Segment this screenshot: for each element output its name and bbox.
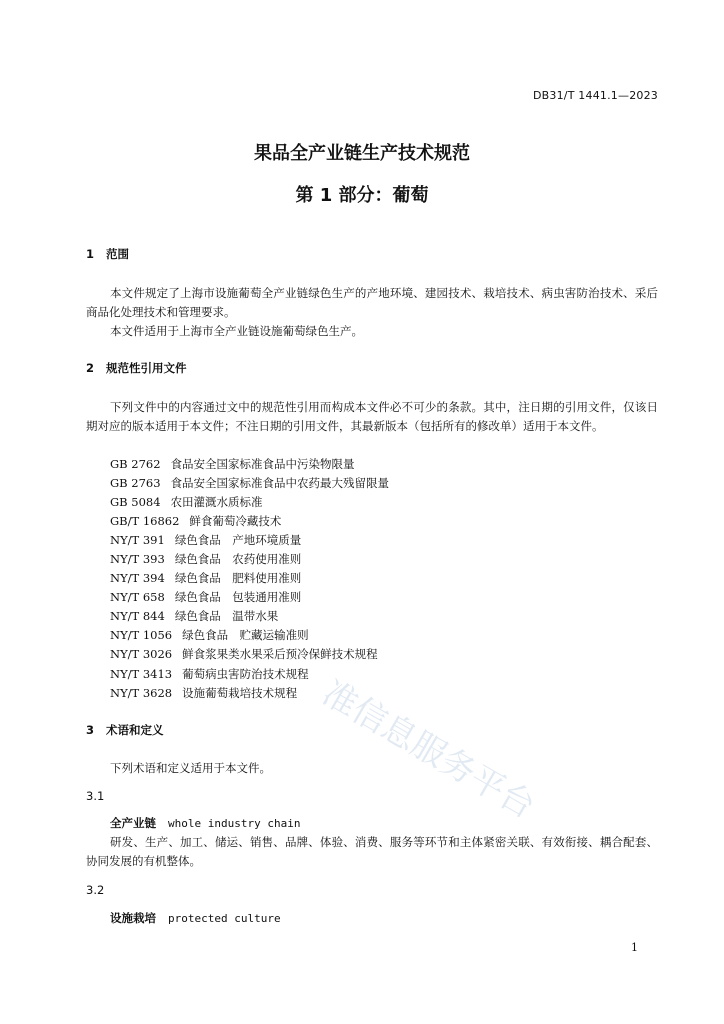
reference-item [110, 569, 389, 588]
term-chinese: 全产业链 [110, 816, 156, 830]
term-entry [110, 815, 300, 831]
reference-title: 食品安全国家标准食品中污染物限量 [170, 457, 355, 471]
term-definition: 研发、生产、加工、储运、销售、品牌、体验、消费、服务等环节和主体紧密关联、有效衔接、耦合配套、协同发展的有机整体。 [86, 835, 658, 868]
terms-intro: 下列术语和定义适用于本文件。 [110, 761, 271, 775]
clause-number: 3.2 [86, 883, 105, 897]
reference-title: 葡萄病虫害防治技术规程 [182, 666, 309, 681]
reference-code: NY/T 394 [110, 571, 165, 586]
reference-code: NY/T 1056 [110, 628, 173, 643]
watermark-text: 准信息服务平台 [315, 673, 542, 827]
section-title: 规范性引用文件 [106, 361, 187, 375]
reference-code: NY/T 3628 [110, 685, 173, 700]
term-chinese: 设施栽培 [110, 911, 156, 925]
reference-code: NY/T 844 [110, 609, 165, 624]
reference-code: GB 2763 [110, 476, 161, 491]
clause-number: 3.1 [86, 789, 105, 803]
reference-item [110, 550, 389, 569]
reference-code: NY/T 3413 [110, 666, 173, 681]
reference-code: NY/T 658 [110, 590, 165, 605]
section-heading-references [86, 360, 187, 376]
reference-item [110, 531, 389, 550]
term-english: protected culture [168, 912, 281, 925]
reference-item [110, 455, 389, 474]
reference-title: 绿色食品 包装通用准则 [174, 590, 302, 605]
scope-paragraph-2: 本文件适用于上海市全产业链设施葡萄绿色生产。 [110, 324, 363, 338]
reference-code: NY/T 391 [110, 533, 165, 548]
reference-title: 食品安全国家标准食品中农药最大残留限量 [170, 476, 390, 491]
reference-list [110, 455, 389, 703]
section-title: 术语和定义 [106, 723, 164, 737]
reference-title: 绿色食品 温带水果 [174, 609, 279, 624]
section-heading-scope [86, 246, 129, 262]
references-intro: 下列文件中的内容通过文中的规范性引用而构成本文件必不可少的条款。其中，注日期的引用文件，仅该日期对应的版本适用于本文件；不注日期的引用文件，其最新版本（包括所有的修改单）适用于本文件。 [86, 400, 658, 433]
reference-title: 绿色食品 贮藏运输准则 [182, 628, 309, 643]
reference-title: 鲜食浆果类水果采后预冷保鲜技术规程 [182, 647, 378, 662]
standard-number: DB31/T 1441.1—2023 [532, 89, 658, 102]
reference-title: 绿色食品 肥料使用准则 [174, 571, 302, 586]
section-number: 1 [86, 247, 95, 261]
reference-item [110, 493, 389, 512]
section-number: 3 [86, 723, 95, 737]
document-title: 果品全产业链生产技术规范 [254, 143, 470, 164]
section-title: 范围 [106, 247, 129, 261]
reference-title: 鲜食葡萄冷藏技术 [189, 514, 282, 529]
term-english: whole industry chain [168, 817, 301, 830]
reference-item [110, 512, 389, 531]
reference-item [110, 588, 389, 607]
page-number: 1 [631, 941, 638, 954]
document-subtitle: 第 1 部分：葡萄 [295, 185, 429, 206]
reference-item [110, 474, 389, 493]
reference-item [110, 607, 389, 626]
reference-code: GB/T 16862 [110, 514, 180, 529]
reference-item [110, 645, 389, 664]
reference-item [110, 665, 389, 684]
section-number: 2 [86, 361, 95, 375]
reference-title: 绿色食品 农药使用准则 [174, 552, 302, 567]
reference-title: 绿色食品 产地环境质量 [174, 533, 302, 548]
reference-code: GB 5084 [110, 495, 161, 510]
reference-code: GB 2762 [110, 457, 161, 471]
scope-paragraph-1: 本文件规定了上海市设施葡萄全产业链绿色生产的产地环境、建园技术、栽培技术、病虫害防治技术、采后商品化处理技术和管理要求。 [86, 286, 658, 319]
reference-title: 农田灌溉水质标准 [170, 495, 263, 510]
reference-item [110, 684, 389, 703]
reference-code: NY/T 393 [110, 552, 165, 567]
section-heading-terms [86, 722, 164, 738]
reference-item [110, 626, 389, 645]
reference-title: 设施葡萄栽培技术规程 [182, 685, 298, 700]
term-entry [110, 910, 281, 926]
reference-code: NY/T 3026 [110, 647, 173, 662]
